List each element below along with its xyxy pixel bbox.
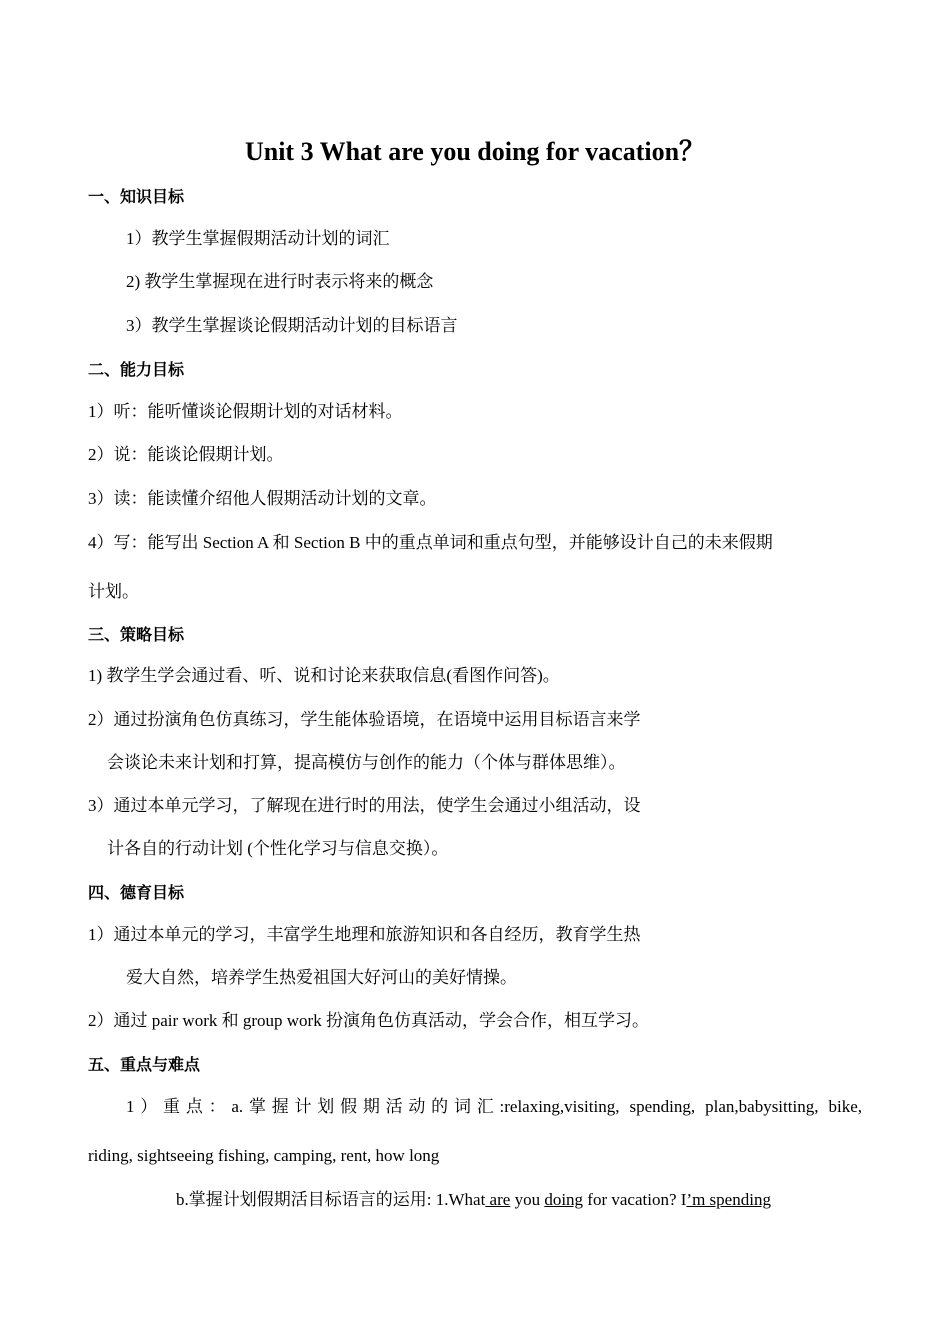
- ability-item-4-cont: 计划。: [88, 582, 139, 601]
- key-points-line-3-mid2: for vacation? I: [583, 1190, 687, 1209]
- moral-item-1: 1）通过本单元的学习，丰富学生地理和旅游知识和各自经历，教育学生热: [88, 925, 641, 944]
- strategy-item-2-cont: 会谈论未来计划和打算，提高模仿与创作的能力（个体与群体思维）。: [107, 753, 626, 772]
- key-points-line-3-mid1: you: [510, 1190, 545, 1209]
- key-points-line-3-prefix: b.掌握计划假期活目标语言的运用: 1.What: [176, 1190, 486, 1209]
- key-points-line-1: 1）重点：a.掌握计划假期活动的词汇:relaxing,visiting, spending, plan,babysitting, bike,: [126, 1097, 862, 1116]
- section-heading-key: 五、重点与难点: [88, 1055, 201, 1074]
- section-heading-ability: 二、能力目标: [88, 360, 185, 379]
- ability-item-1: 1）听：能听懂谈论假期计划的对话材料。: [88, 402, 403, 421]
- page-title: Unit 3 What are you doing for vacation？: [244, 137, 706, 166]
- ability-item-3: 3）读：能读懂介绍他人假期活动计划的文章。: [88, 489, 437, 508]
- underlined-spending: ’m spending: [686, 1190, 771, 1209]
- underlined-doing: doing: [544, 1190, 584, 1209]
- underlined-are: are: [485, 1190, 511, 1209]
- strategy-item-1: 1) 教学生学会通过看、听、说和讨论来获取信息(看图作问答)。: [88, 666, 560, 685]
- strategy-item-2: 2）通过扮演角色仿真练习，学生能体验语境，在语境中运用目标语言来学: [88, 710, 641, 729]
- strategy-item-3-cont: 计各自的行动计划 (个性化学习与信息交换）。: [107, 839, 449, 858]
- knowledge-item-1: 1）教学生掌握假期活动计划的词汇: [126, 229, 390, 248]
- knowledge-item-2: 2) 教学生掌握现在进行时表示将来的概念: [126, 272, 434, 291]
- knowledge-item-3: 3）教学生掌握谈论假期活动计划的目标语言: [126, 316, 458, 335]
- ability-item-4: 4）写：能写出 Section A 和 Section B 中的重点单词和重点句型，并能够设计自己的未来假期: [88, 533, 773, 552]
- moral-item-1-cont: 爱大自然，培养学生热爱祖国大好河山的美好情操。: [126, 968, 517, 987]
- ability-item-2: 2）说：能谈论假期计划。: [88, 445, 284, 464]
- key-points-line-3: [176, 1189, 771, 1211]
- moral-item-2: 2）通过 pair work 和 group work 扮演角色仿真活动，学会合作，相互学习。: [88, 1011, 649, 1030]
- strategy-item-3: 3）通过本单元学习，了解现在进行时的用法，使学生会通过小组活动，设: [88, 796, 641, 815]
- key-points-line-2: riding, sightseeing fishing, camping, rent, how long: [88, 1146, 440, 1165]
- section-heading-knowledge: 一、知识目标: [88, 187, 185, 206]
- section-heading-moral: 四、德育目标: [88, 883, 185, 902]
- section-heading-strategy: 三、策略目标: [88, 625, 185, 644]
